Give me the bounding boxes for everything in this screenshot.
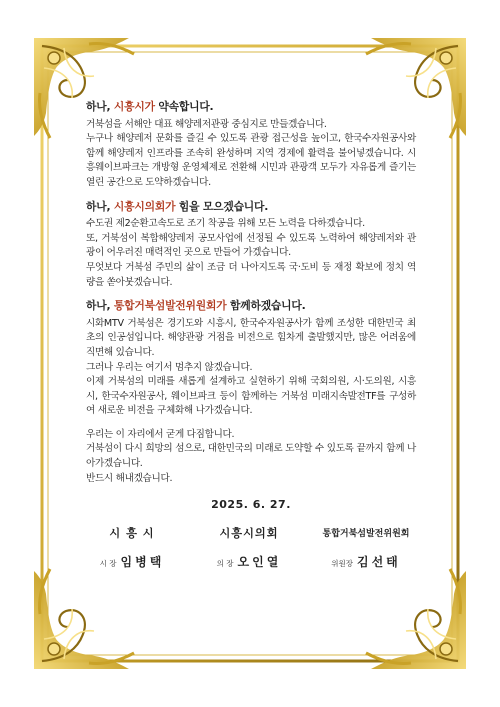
closing-statement xyxy=(86,428,416,486)
signatory-org: 통합거북섬발전위원회 xyxy=(322,528,410,539)
section-city-promise xyxy=(86,100,416,191)
section-title xyxy=(86,200,416,215)
signatory-role: 시 장 xyxy=(99,559,117,569)
closing-line: 우리는 이 자리에서 굳게 다짐합니다. xyxy=(86,428,235,440)
signatory-org: 시흥시의회 xyxy=(219,526,279,540)
signatory-org: 시 흥 시 xyxy=(109,526,155,540)
signatory-committee xyxy=(308,527,424,572)
title-suffix: 힘을 모으겠습니다. xyxy=(175,199,269,213)
signatory-role: 의 장 xyxy=(216,559,234,569)
signatory-council xyxy=(191,527,307,572)
signatories xyxy=(74,527,424,572)
document-body xyxy=(86,100,416,572)
paragraph: 수도권 제2순환고속도로 조기 착공을 위해 모든 노력을 다하겠습니다. xyxy=(86,218,365,230)
document-date: 2025. 6. 27. xyxy=(211,498,291,512)
signatory-city xyxy=(74,527,190,572)
signatory-name: 김선태 xyxy=(356,555,401,570)
paragraph: 이제 거북섬의 미래를 새롭게 설계하고 실현하기 위해 국회의원, 시·도의원, 시흥시, 한국수자원공사, 웨이브파크 등이 함께하는 거북섬 미래지속발전TF를 구성하여 새로운 비전을 구체화해 나가겠습니다. xyxy=(86,376,416,417)
section-title xyxy=(86,299,416,314)
section-committee-promise xyxy=(86,299,416,419)
paragraph: 무엇보다 거북섬 주민의 삶이 조금 더 나아지도록 국·도비 등 재정 확보에 정치 역량을 쏟아붓겠습니다. xyxy=(86,261,416,288)
paragraph: 거북섬을 서해안 대표 해양레저관광 중심지로 만들겠습니다. xyxy=(86,118,327,130)
title-prefix: 하나, xyxy=(86,299,114,313)
signatory-person xyxy=(74,555,190,572)
section-title xyxy=(86,100,416,115)
signatory-person xyxy=(308,555,424,572)
signatory-role: 위원장 xyxy=(331,559,353,569)
paragraph: 시화MTV 거북섬은 경기도와 시흥시, 한국수자원공사가 함께 조성한 대한민국 최초의 인공섬입니다. 해양관광 거점을 비전으로 힘차게 출발했지만, 많은 어려움에 직면해 있습니다. xyxy=(86,317,416,358)
title-suffix: 약속합니다. xyxy=(154,100,214,113)
paragraph: 또, 거북섬이 복합해양레저 공모사업에 선정될 수 있도록 노력하여 해양레저와 관광이 어우러진 매력적인 곳으로 만들어 가겠습니다. xyxy=(86,232,416,259)
title-suffix: 함께하겠습니다. xyxy=(226,299,306,313)
paragraph: 그러나 우리는 여기서 멈추지 않겠습니다. xyxy=(86,361,253,373)
paragraph: 누구나 해양레저 문화를 즐길 수 있도록 관광 접근성을 높이고, 한국수자원공사와 함께 해양레저 인프라를 조속히 완성하며 지역 경제에 활력을 불어넣겠습니다. 시흥웨이브파크는 개방형 운영체제로 전환해 시민과 관광객 모두가 자유롭게 즐기는 열린 공간으로 도약하겠습니다. xyxy=(86,133,416,188)
title-prefix: 하나, xyxy=(86,199,114,213)
title-highlight: 통합거북섬발전위원회가 xyxy=(113,299,227,313)
title-prefix: 하나, xyxy=(86,100,114,113)
title-highlight: 시흥시가 xyxy=(113,100,155,113)
closing-line: 거북섬이 다시 희망의 섬으로, 대한민국의 미래로 도약할 수 있도록 끝까지 함께 나아가겠습니다. xyxy=(86,443,416,470)
signatory-person xyxy=(191,555,307,572)
signatory-name: 오인열 xyxy=(237,555,282,570)
signatory-name: 임병택 xyxy=(120,555,165,570)
section-council-promise xyxy=(86,200,416,291)
title-highlight: 시흥시의회가 xyxy=(113,199,176,213)
closing-line: 반드시 해내겠습니다. xyxy=(86,472,173,484)
